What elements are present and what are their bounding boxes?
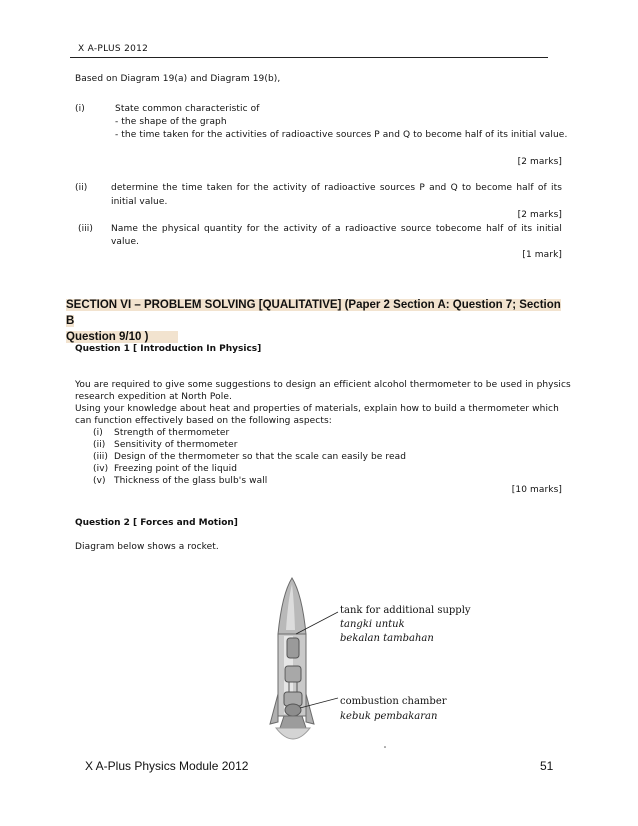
q-iii-line-1: Name the physical quantity for the activity of a radioactive source tobecome half of its initial (111, 224, 562, 234)
q-i-bullet-1: - the shape of the graph (115, 117, 227, 127)
footer-module-name: X A-Plus Physics Module 2012 (85, 759, 249, 773)
q-i-marks: [2 marks] (517, 157, 562, 167)
part-a-intro: Based on Diagram 19(a) and Diagram 19(b), (75, 74, 281, 84)
q1-aspect-list (93, 427, 406, 487)
section-heading-line-1: SECTION VI – PROBLEM SOLVING [QUALITATIVE] (Paper 2 Section A: Question 7; Section B (66, 299, 561, 327)
q-iii-number: (iii) (78, 224, 94, 234)
header-rule (70, 57, 548, 58)
q-iii-line-2: value. (111, 237, 140, 247)
question-2-title: Question 2 [ Forces and Motion] (75, 518, 238, 528)
q1-aspect-item: (ii) Sensitivity of thermometer (93, 440, 238, 450)
q-ii-number: (ii) (75, 183, 88, 193)
question-1-title: Question 1 [ Introduction In Physics] (75, 344, 262, 354)
q1-paragraph-2-line-2: can function effectively based on the following aspects: (75, 416, 332, 426)
q-i-number: (i) (75, 104, 85, 114)
q-i-text: State common characteristic of (115, 104, 260, 114)
q1-aspect-item: (i) Strength of thermometer (93, 428, 230, 438)
q1-marks: [10 marks] (511, 485, 562, 495)
q2-intro: Diagram below shows a rocket. (75, 542, 219, 552)
q1-paragraph-1-line-1: You are required to give some suggestions to design an efficient alcohol thermometer to be used in physics (75, 380, 571, 390)
label-tank-malay-2: bekalan tambahan (340, 633, 434, 644)
label-chamber-english: combustion chamber (340, 696, 447, 707)
q1-paragraph-2-line-1: Using your knowledge about heat and properties of materials, explain how to build a thermometer which (75, 404, 559, 414)
q-ii-line-1: determine the time taken for the activity of radioactive sources P and Q to become half of its (111, 183, 562, 193)
page-header-title: X A-PLUS 2012 (78, 44, 149, 54)
q1-aspect-item: (v) Thickness of the glass bulb's wall (93, 476, 268, 486)
section-heading-line-2: Question 9/10 ) (66, 331, 178, 343)
section-heading (66, 297, 566, 345)
q1-aspect-item: (iv) Freezing point of the liquid (93, 464, 238, 474)
q-iii-marks: [1 mark] (522, 250, 562, 260)
q-ii-marks: [2 marks] (517, 210, 562, 220)
footer-page-number: 51 (540, 759, 554, 773)
q1-paragraph-1-line-2: research expedition at North Pole. (75, 392, 232, 402)
q-i-bullet-2: - the time taken for the activities of radioactive sources P and Q to become half of its initial value. (115, 130, 568, 140)
label-tank-malay-1: tangki untuk (340, 619, 405, 630)
q1-aspect-item: (iii) Design of the thermometer so that the scale can easily be read (93, 452, 407, 462)
label-tank-english: tank for additional supply (340, 605, 471, 616)
q-ii-line-2: initial value. (111, 197, 168, 207)
label-chamber-malay: kebuk pembakaran (340, 711, 438, 722)
